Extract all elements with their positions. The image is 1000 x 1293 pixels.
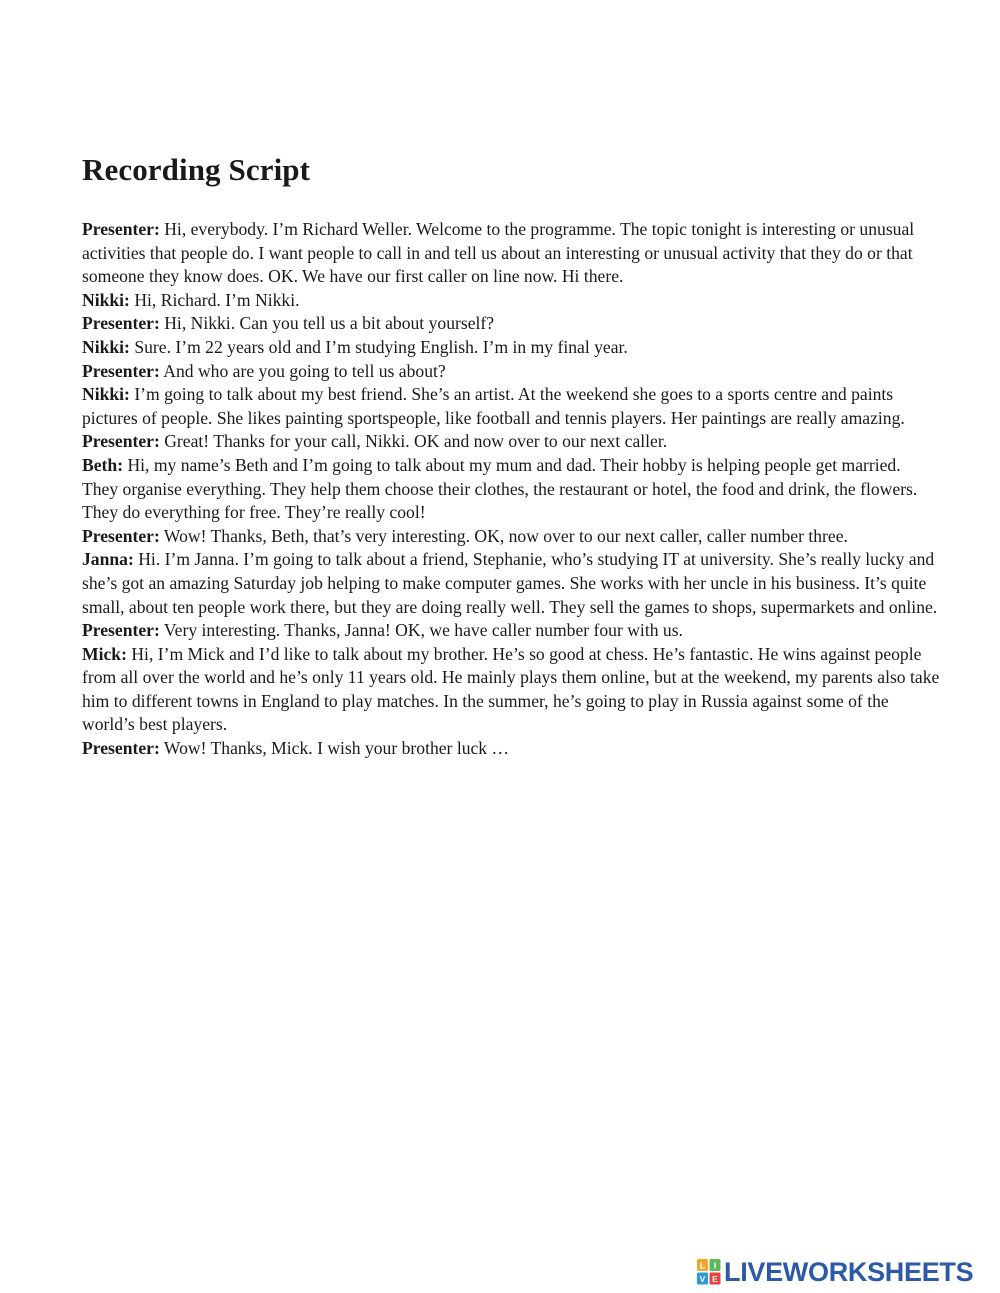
- dialogue-turn: [82, 548, 940, 619]
- speaker-name: Presenter:: [82, 219, 160, 239]
- dialogue-turn: [82, 430, 940, 454]
- dialogue-turn: [82, 336, 940, 360]
- dialogue-turn: [82, 383, 940, 430]
- speaker-name: Nikki:: [82, 384, 130, 405]
- liveworksheets-logo-icon: [697, 1259, 721, 1285]
- recording-script: [82, 218, 940, 761]
- speech-text: I’m going to talk about my best friend. She’s an artist. At the weekend she goes to a sports centre and paints pictures of people. She likes painting sportspeople, like football and tennis players. Her paintings are really amazing.: [82, 384, 905, 428]
- speech-text: Hi, I’m Mick and I’d like to talk about my brother. He’s so good at chess. He’s fantastic. He wins against people from all over the world and he’s only 11 years old. He mainly plays them online, but at the weekend, my parents also take him to different towns in England to play matches. In the summer, he’s going to play in Russia against some of the world’s best players.: [82, 643, 940, 735]
- speech-text: Wow! Thanks, Beth, that’s very interesting. OK, now over to our next caller, caller number three.: [159, 525, 848, 546]
- speech-text: Hi, everybody. I’m Richard Weller. Welcome to the programme. The topic tonight is interesting or unusual activities that people do. I want people to call in and tell us about an interesting or unusual activity that they do or that someone they know does. OK. We have our first caller on line now. Hi there.: [82, 219, 915, 287]
- svg-text:I: I: [713, 1260, 717, 1271]
- page-title: Recording Script: [82, 152, 311, 187]
- dialogue-turn: [82, 360, 940, 384]
- speaker-name: Presenter:: [82, 313, 160, 334]
- svg-text:L: L: [699, 1260, 706, 1271]
- speech-text: Hi. I’m Janna. I’m going to talk about a friend, Stephanie, who’s studying IT at university. She’s really lucky and she’s got an amazing Saturday job helping to make computer games. She works with her uncle in his business. It’s quite small, about ten people work there, but they are doing really well. They sell the games to shops, supermarkets and online.: [82, 549, 938, 617]
- svg-text:V: V: [699, 1274, 706, 1284]
- dialogue-turn: [82, 525, 940, 549]
- dialogue-turn: [82, 737, 940, 761]
- speaker-name: Presenter:: [82, 525, 160, 546]
- speaker-name: Beth:: [82, 454, 124, 475]
- dialogue-turn: [82, 218, 940, 289]
- dialogue-turn: [82, 619, 940, 643]
- speaker-name: Presenter:: [82, 360, 160, 381]
- speech-text: Hi, Nikki. Can you tell us a bit about yourself?: [159, 313, 495, 334]
- dialogue-turn: [82, 454, 940, 525]
- speech-text: Hi, my name’s Beth and I’m going to talk about my mum and dad. Their hobby is helping people get married. They organise everything. They help them choose their clothes, the restaurant or hotel, the food and drink, the flowers. They do everything for free. They’re really cool!: [82, 454, 918, 523]
- dialogue-turn: [82, 643, 940, 737]
- speech-text: Great! Thanks for your call, Nikki. OK and now over to our next caller.: [159, 431, 668, 452]
- speaker-name: Nikki:: [82, 289, 130, 310]
- speaker-name: Presenter:: [82, 738, 160, 759]
- speech-text: Sure. I’m 22 years old and I’m studying English. I’m in my final year.: [129, 336, 628, 357]
- speech-text: Very interesting. Thanks, Janna! OK, we have caller number four with us.: [159, 620, 683, 641]
- speaker-name: Presenter:: [82, 431, 160, 452]
- speaker-name: Mick:: [82, 643, 127, 664]
- dialogue-turn: [82, 289, 940, 313]
- speaker-name: Nikki:: [82, 336, 130, 357]
- dialogue-turn: [82, 312, 940, 336]
- liveworksheets-brand[interactable]: [697, 1257, 973, 1287]
- brand-text: LIVEWORKSHEETS: [724, 1257, 974, 1287]
- speaker-name: Presenter:: [82, 620, 160, 641]
- speech-text: And who are you going to tell us about?: [159, 360, 446, 381]
- speech-text: Wow! Thanks, Mick. I wish your brother luck …: [159, 738, 510, 759]
- svg-text:E: E: [712, 1274, 718, 1284]
- speaker-name: Janna:: [82, 549, 134, 570]
- speech-text: Hi, Richard. I’m Nikki.: [129, 289, 300, 310]
